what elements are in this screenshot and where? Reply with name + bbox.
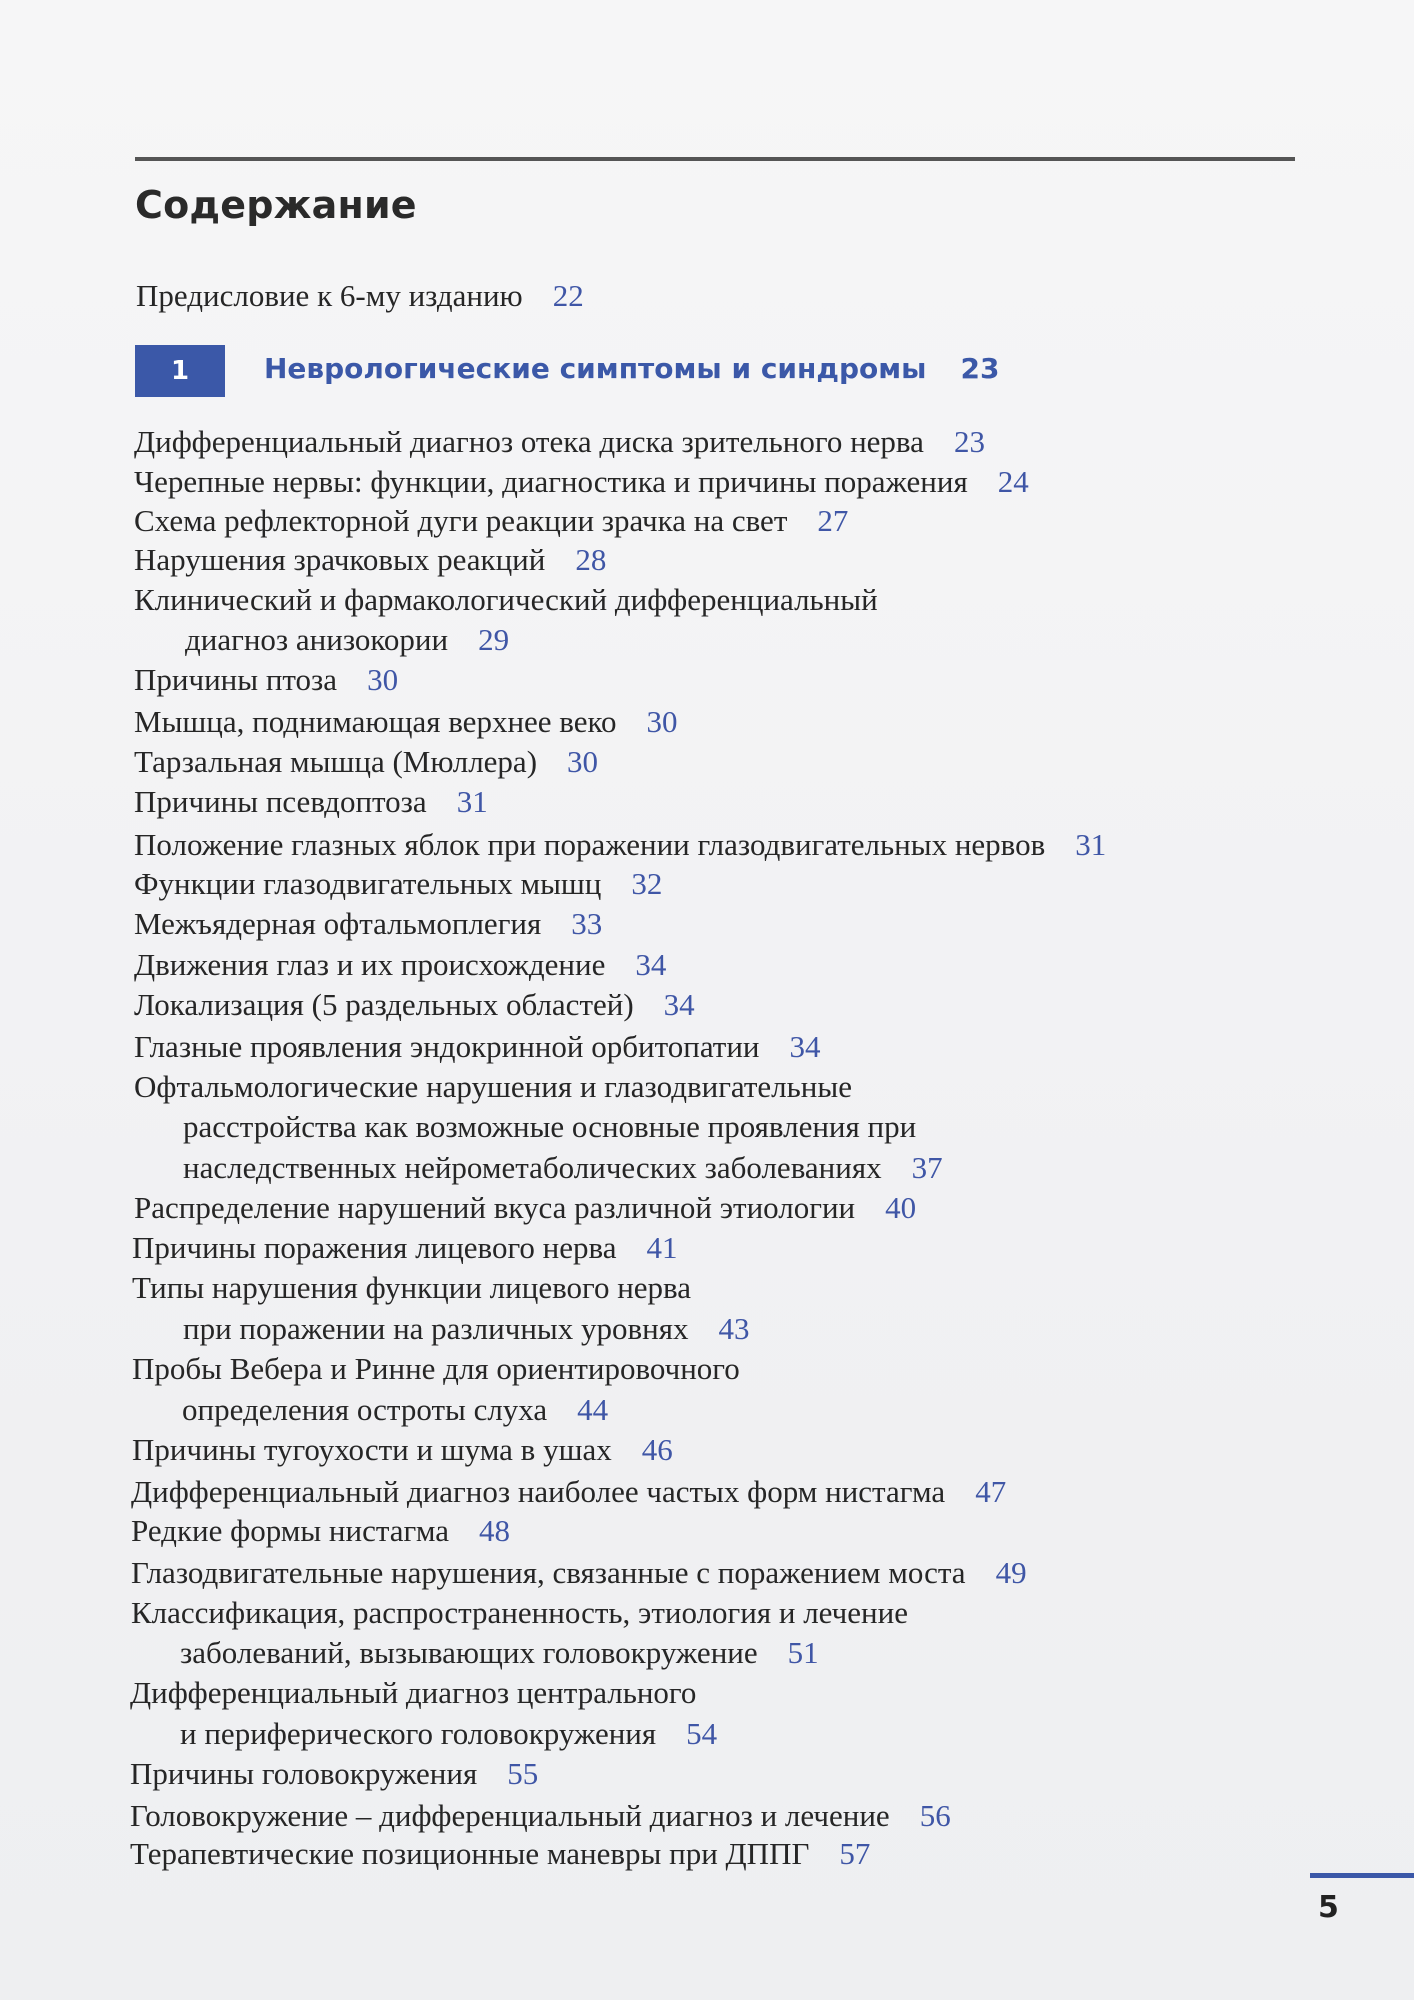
toc-entry-text: Глазные проявления эндокринной орбитопатии (134, 1029, 760, 1064)
toc-entry-page: 30 (567, 744, 599, 779)
toc-entry-text: расстройства как возможные основные проявления при (183, 1109, 917, 1144)
toc-entry-page: 41 (646, 1230, 678, 1265)
toc-entry-page: 49 (995, 1555, 1027, 1590)
toc-entry-page: 46 (641, 1432, 673, 1467)
toc-entry-page: 28 (575, 542, 607, 577)
toc-entry-continuation (183, 1309, 749, 1349)
toc-entry-page: 34 (789, 1029, 821, 1064)
toc-entry (130, 1673, 696, 1713)
toc-entry-page: 32 (631, 866, 663, 901)
toc-entry-text: Терапевтические позиционные маневры при ДППГ (130, 1836, 810, 1871)
page-number-bar (1310, 1873, 1414, 1878)
toc-entry-continuation (185, 620, 509, 660)
toc-entry-text: Нарушения зрачковых реакций (134, 542, 546, 577)
toc-entry (134, 985, 695, 1025)
toc-entry-text: Глазодвигательные нарушения, связанные с поражением моста (131, 1555, 966, 1590)
toc-entry (131, 1511, 510, 1551)
toc-entry-text: Мышца, поднимающая верхнее веко (134, 704, 617, 739)
toc-entry (134, 540, 606, 580)
toc-entry (132, 1268, 691, 1308)
toc-entry (131, 1553, 1027, 1593)
toc-entry-text: Клинический и фармакологический дифференциальный (134, 582, 878, 617)
toc-entry-continuation (183, 1148, 943, 1188)
toc-entry (131, 1593, 908, 1633)
toc-entry-text: Дифференциальный диагноз отека диска зрительного нерва (134, 424, 924, 459)
toc-preface (136, 276, 584, 316)
toc-entry-page: 29 (478, 622, 510, 657)
toc-entry-text: определения остроты слуха (182, 1392, 548, 1427)
toc-entry-page: 55 (507, 1756, 539, 1791)
toc-entry-text: Редкие формы нистагма (131, 1513, 450, 1548)
toc-entry (134, 1067, 852, 1107)
toc-entry-page: 30 (646, 704, 678, 739)
toc-entry (134, 1027, 821, 1067)
toc-entry (134, 1188, 916, 1228)
toc-entry-page: 31 (1075, 827, 1107, 862)
toc-entry-text: Положение глазных яблок при поражении глазодвигательных нервов (134, 827, 1046, 862)
toc-entry (134, 782, 488, 822)
toc-entry-page: 33 (571, 906, 603, 941)
toc-entry-text: Причины головокружения (130, 1756, 478, 1791)
toc-entry-text: Движения глаз и их происхождение (134, 947, 606, 982)
toc-entry (134, 945, 666, 985)
toc-entry (131, 1472, 1006, 1512)
toc-entry (134, 580, 878, 620)
toc-entry (134, 904, 602, 944)
toc-entry-page: 54 (686, 1716, 718, 1751)
toc-entry-text: Функции глазодвигательных мышц (134, 866, 602, 901)
toc-entry-text: Головокружение – дифференциальный диагноз и лечение (130, 1798, 890, 1833)
toc-entry-page: 34 (635, 947, 667, 982)
toc-entry-text: Предисловие к 6-му изданию (136, 278, 523, 313)
toc-entry-page: 22 (552, 278, 584, 313)
toc-entry (134, 742, 598, 782)
toc-entry (134, 501, 848, 541)
toc-entry-page: 44 (577, 1392, 609, 1427)
toc-entry-page: 37 (911, 1150, 943, 1185)
toc-entry-page: 43 (718, 1311, 750, 1346)
toc-entry-text: Типы нарушения функции лицевого нерва (132, 1270, 692, 1305)
toc-entry-text: диагноз анизокории (185, 622, 449, 657)
toc-entry-text: наследственных нейрометаболических заболеваниях (183, 1150, 882, 1185)
toc-entry-page: 31 (456, 784, 488, 819)
toc-entry-text: Тарзальная мышца (Мюллера) (134, 744, 538, 779)
toc-entry-text: Причины птоза (134, 662, 338, 697)
toc-entry-text: Схема рефлекторной дуги реакции зрачка на свет (134, 503, 788, 538)
page-title: Содержание (135, 183, 417, 227)
chapter-number-badge: 1 (135, 345, 225, 397)
toc-entry (134, 660, 398, 700)
toc-entry-page: 56 (919, 1798, 951, 1833)
toc-entry-page: 34 (663, 987, 695, 1022)
toc-entry-text: Пробы Вебера и Ринне для ориентировочного (132, 1351, 740, 1386)
toc-entry-text: Классификация, распространенность, этиология и лечение (131, 1595, 908, 1630)
toc-entry-text: Черепные нервы: функции, диагностика и причины поражения (134, 464, 968, 499)
toc-entry-page: 57 (839, 1836, 871, 1871)
toc-entry-page: 51 (787, 1635, 819, 1670)
toc-entry-page: 47 (975, 1474, 1007, 1509)
page-number: 5 (1318, 1890, 1339, 1925)
toc-entry-text: Офтальмологические нарушения и глазодвигательные (134, 1069, 852, 1104)
toc-entry (132, 1430, 673, 1470)
toc-entry (130, 1796, 951, 1836)
chapter-title: Неврологические симптомы и синдромы (264, 352, 927, 385)
toc-entry (134, 422, 985, 462)
toc-entry (134, 462, 1029, 502)
toc-entry-page: 23 (953, 424, 985, 459)
toc-entry-text: Распределение нарушений вкуса различной этиологии (134, 1190, 856, 1225)
top-rule (135, 157, 1295, 161)
toc-entry (132, 1349, 740, 1389)
toc-entry-text: при поражении на различных уровнях (183, 1311, 689, 1346)
toc-entry-text: и периферического головокружения (180, 1716, 657, 1751)
toc-entry-page: 40 (885, 1190, 917, 1225)
chapter-heading (264, 352, 999, 385)
chapter-page: 23 (960, 352, 1000, 385)
toc-entry-text: Причины псевдоптоза (134, 784, 427, 819)
toc-entry-text: заболеваний, вызывающих головокружение (180, 1635, 758, 1670)
toc-entry-text: Межъядерная офтальмоплегия (134, 906, 542, 941)
toc-entry-continuation (180, 1714, 717, 1754)
toc-entry-text: Локализация (5 раздельных областей) (134, 987, 634, 1022)
toc-entry-continuation (183, 1107, 916, 1147)
toc-entry-continuation (180, 1633, 819, 1673)
toc-entry-page: 27 (817, 503, 849, 538)
toc-entry (130, 1834, 870, 1874)
toc-entry (132, 1228, 678, 1268)
toc-entry (134, 702, 678, 742)
toc-entry (130, 1754, 538, 1794)
toc-entry-continuation (182, 1390, 608, 1430)
toc-entry-page: 48 (479, 1513, 511, 1548)
toc-entry-text: Дифференциальный диагноз наиболее частых форм нистагма (131, 1474, 946, 1509)
toc-entry-page: 30 (367, 662, 399, 697)
toc-entry-text: Причины тугоухости и шума в ушах (132, 1432, 612, 1467)
toc-entry (134, 864, 662, 904)
toc-entry-text: Причины поражения лицевого нерва (132, 1230, 617, 1265)
toc-entry (134, 825, 1106, 865)
toc-entry-page: 24 (997, 464, 1029, 499)
toc-entry-text: Дифференциальный диагноз центрального (130, 1675, 697, 1710)
